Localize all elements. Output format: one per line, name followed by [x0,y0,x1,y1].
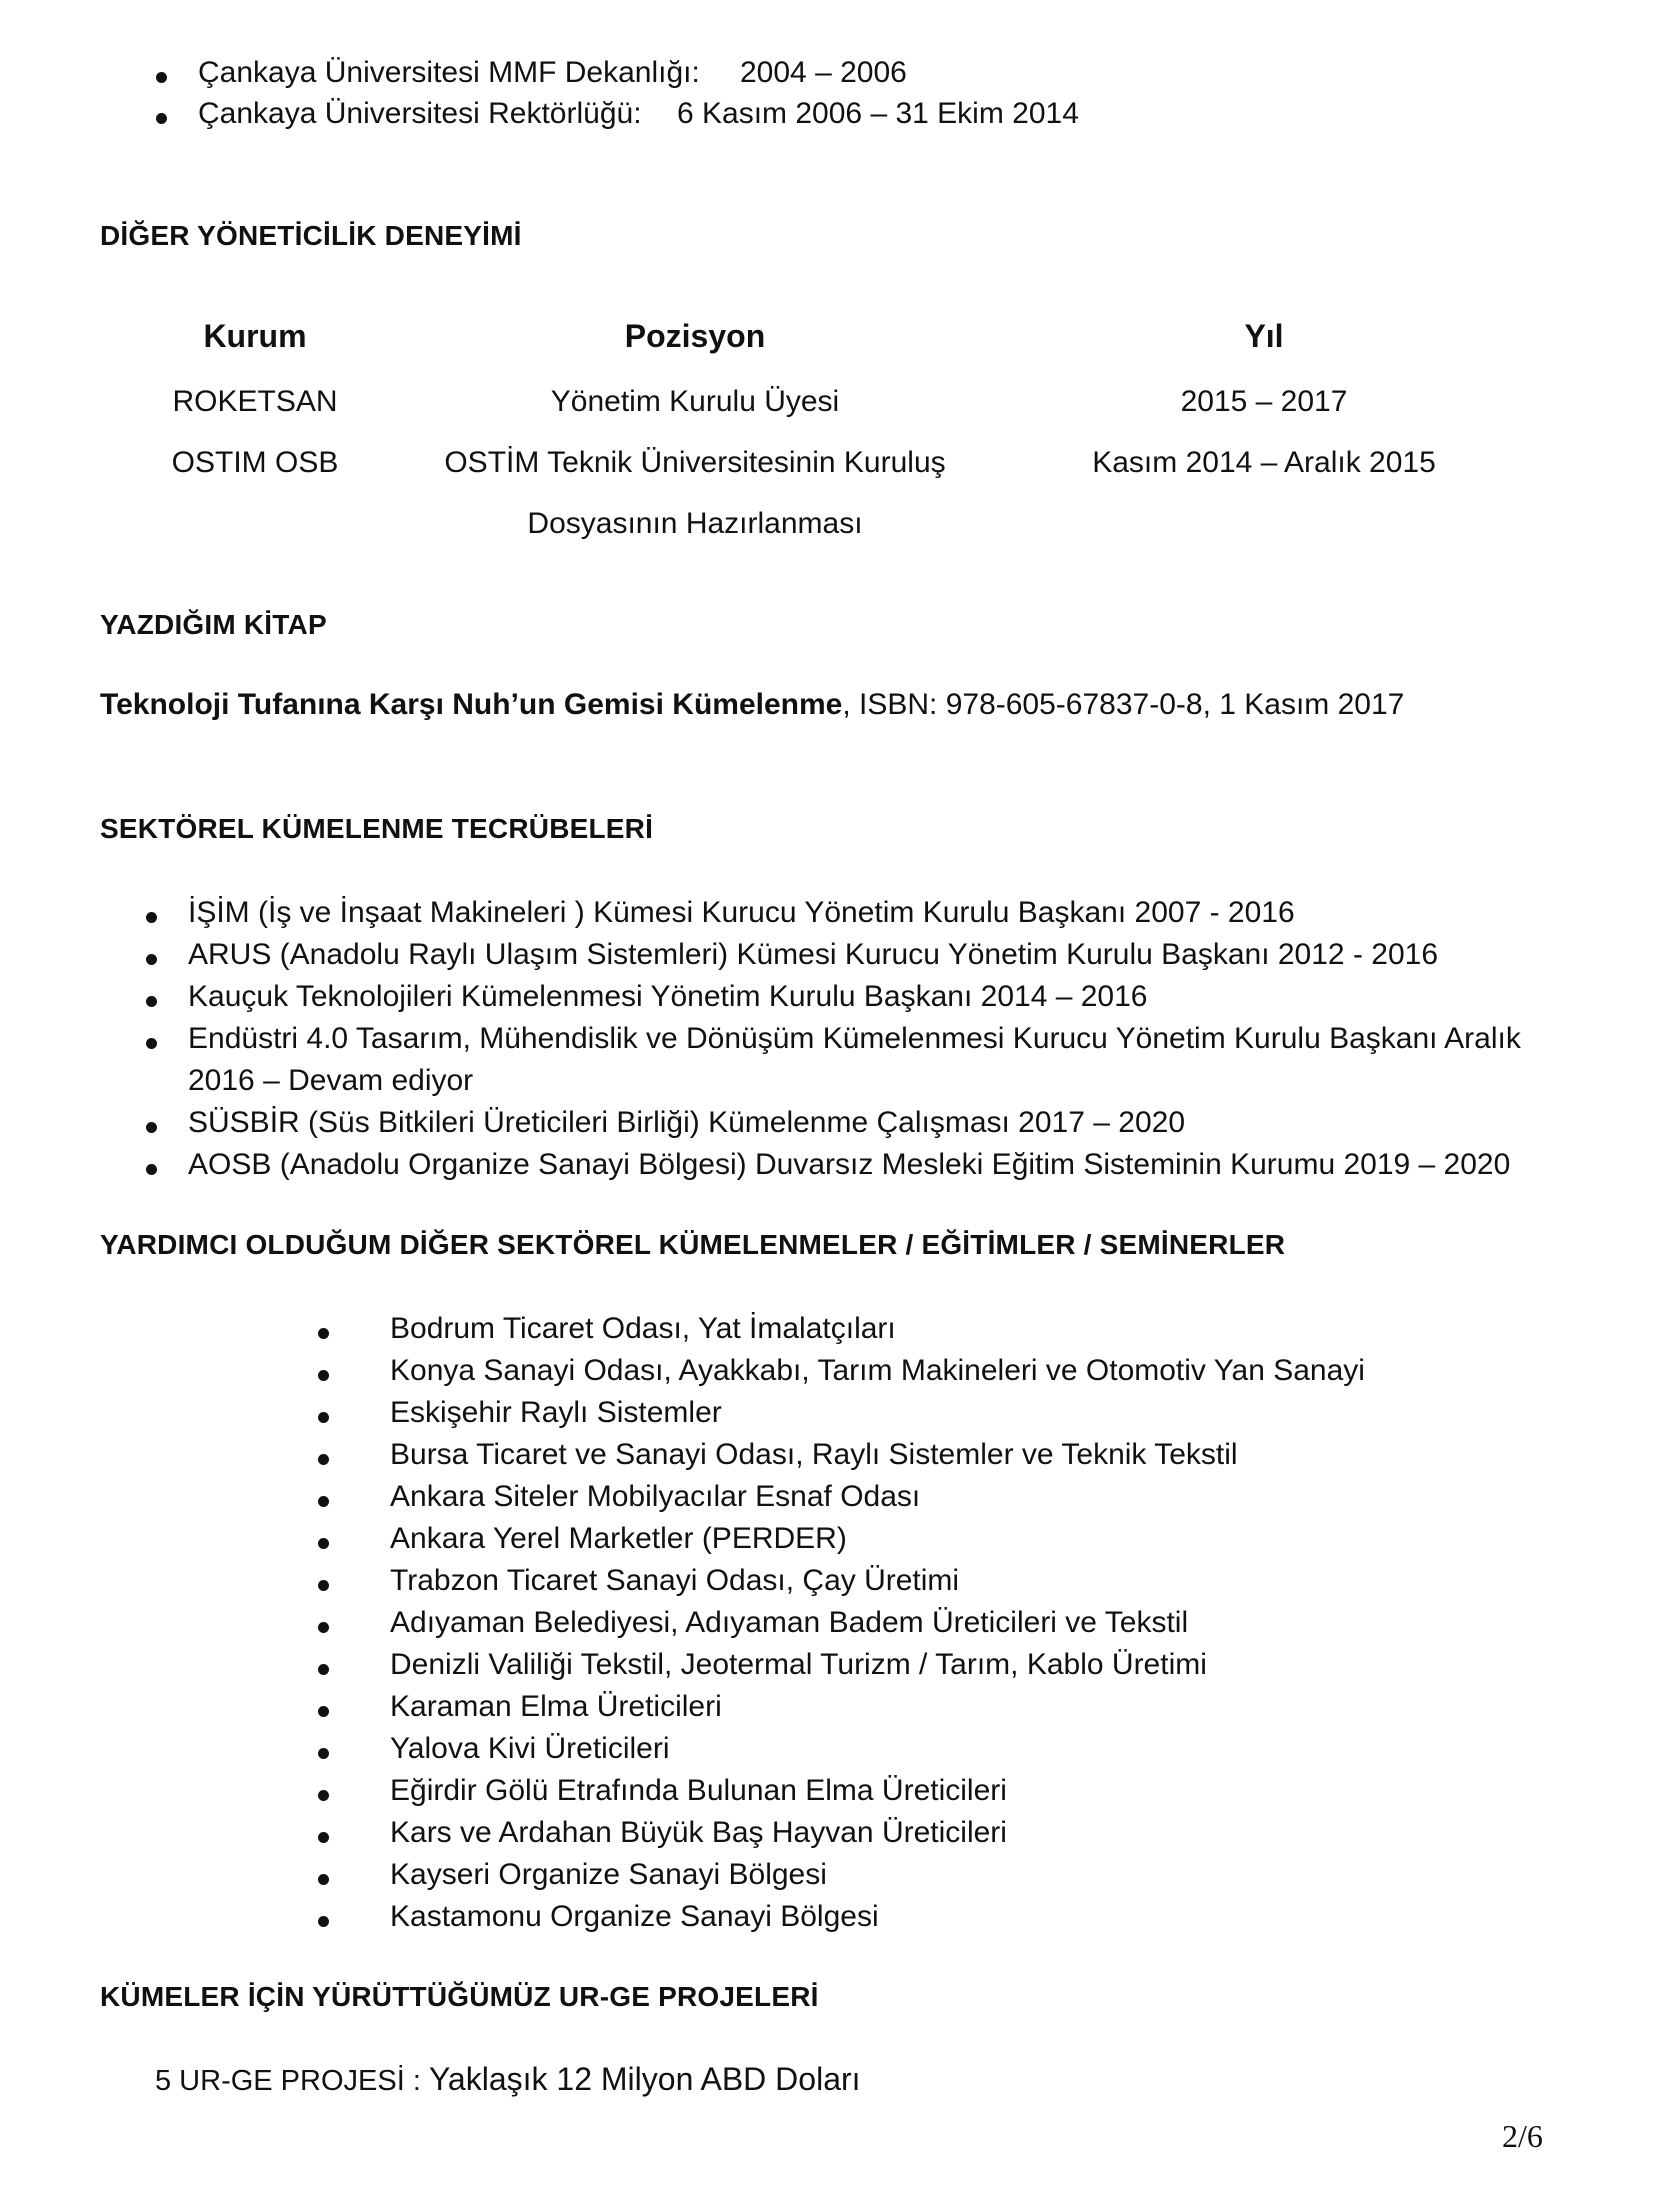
table-cell-yil: 2015 – 2017 [1180,385,1348,418]
list-item: AOSB (Anadolu Organize Sanayi Bölgesi) Duvarsız Mesleki Eğitim Sisteminin Kurumu 2019 – 2020 [140,1148,1510,1182]
book-details: , ISBN: 978-605-67837-0-8, 1 Kasım 2017 [842,688,1405,721]
table-cell-pozisyon-cont: Dosyasının Hazırlanması [527,507,863,540]
list-item: SÜSBİR (Süs Bitkileri Üreticileri Birliği) Kümelenme Çalışması 2017 – 2020 [140,1106,1185,1140]
table-cell-yil: Kasım 2014 – Aralık 2015 [1092,446,1436,479]
section-heading-assisted: YARDIMCI OLDUĞUM DİĞER SEKTÖREL KÜMELENMELER / EĞİTİMLER / SEMİNERLER [100,1229,1286,1260]
table-header-pozisyon: Pozisyon [624,318,766,354]
table-cell-pozisyon: Yönetim Kurulu Üyesi [550,385,840,418]
list-item: Eskişehir Raylı Sistemler [310,1396,722,1430]
list-item: Kayseri Organize Sanayi Bölgesi [310,1858,827,1892]
list-item: Konya Sanayi Odası, Ayakkabı, Tarım Makineleri ve Otomotiv Yan Sanayi [310,1354,1365,1388]
list-item: Adıyaman Belediyesi, Adıyaman Badem Üreticileri ve Tekstil [310,1606,1188,1640]
list-item: Kauçuk Teknolojileri Kümelenmesi Yönetim Kurulu Başkanı 2014 – 2016 [140,980,1147,1014]
table-cell-pozisyon: OSTİM Teknik Üniversitesinin Kuruluş [444,446,946,479]
top-list-value: 6 Kasım 2006 – 31 Ekim 2014 [677,97,1079,130]
list-item-continuation: 2016 – Devam ediyor [188,1064,474,1097]
section-heading-book: YAZDIĞIM KİTAP [100,609,327,640]
urge-label: 5 UR-GE PROJESİ : [155,2065,429,2097]
list-item: Endüstri 4.0 Tasarım, Mühendislik ve Dönüşüm Kümelenmesi Kurucu Yönetim Kurulu Başkanı Aralık [140,1022,1521,1056]
section-heading-urge: KÜMELER İÇİN YÜRÜTTÜĞÜMÜZ UR-GE PROJELERİ [100,1981,819,2012]
list-item: Denizli Valiliği Tekstil, Jeotermal Turizm / Tarım, Kablo Üretimi [310,1648,1207,1682]
list-item: Bodrum Ticaret Odası, Yat İmalatçıları [310,1312,896,1346]
list-item: Ankara Yerel Marketler (PERDER) [310,1522,847,1556]
list-item: Bursa Ticaret ve Sanayi Odası, Raylı Sistemler ve Teknik Tekstil [310,1438,1238,1472]
book-entry [100,688,1404,722]
page-number: 2/6 [1502,2118,1543,2154]
list-item: Trabzon Ticaret Sanayi Odası, Çay Üretimi [310,1564,959,1598]
table-header-kurum: Kurum [203,318,307,354]
list-item: Karaman Elma Üreticileri [310,1690,722,1724]
table-header-yil: Yıl [1244,318,1284,354]
list-item: İŞİM (İş ve İnşaat Makineleri ) Kümesi Kurucu Yönetim Kurulu Başkanı 2007 - 2016 [140,896,1295,930]
section-heading-sectoral: SEKTÖREL KÜMELENME TECRÜBELERİ [100,813,654,844]
list-item: ARUS (Anadolu Raylı Ulaşım Sistemleri) Kümesi Kurucu Yönetim Kurulu Başkanı 2012 - 2016 [140,938,1438,972]
top-list-item [150,56,907,90]
book-title: Teknoloji Tufanına Karşı Nuh’un Gemisi Kümelenme [100,688,843,721]
urge-value: Yaklaşık 12 Milyon ABD Doları [428,2061,861,2097]
top-list-label: Çankaya Üniversitesi Rektörlüğü: [198,97,642,130]
top-list-label: Çankaya Üniversitesi MMF Dekanlığı: [198,56,700,89]
top-list-item [150,97,1079,131]
list-item: Kars ve Ardahan Büyük Baş Hayvan Üreticileri [310,1816,1007,1850]
top-list-value: 2004 – 2006 [740,56,907,89]
section-heading-other-management: DİĞER YÖNETİCİLİK DENEYİMİ [100,220,522,251]
table-cell-kurum: ROKETSAN [172,385,338,418]
urge-summary [155,2061,861,2098]
table-cell-kurum: OSTIM OSB [171,446,339,479]
list-item: Kastamonu Organize Sanayi Bölgesi [310,1900,879,1934]
list-item: Yalova Kivi Üreticileri [310,1732,670,1766]
list-item: Eğirdir Gölü Etrafında Bulunan Elma Üreticileri [310,1774,1007,1808]
list-item: Ankara Siteler Mobilyacılar Esnaf Odası [310,1480,920,1514]
